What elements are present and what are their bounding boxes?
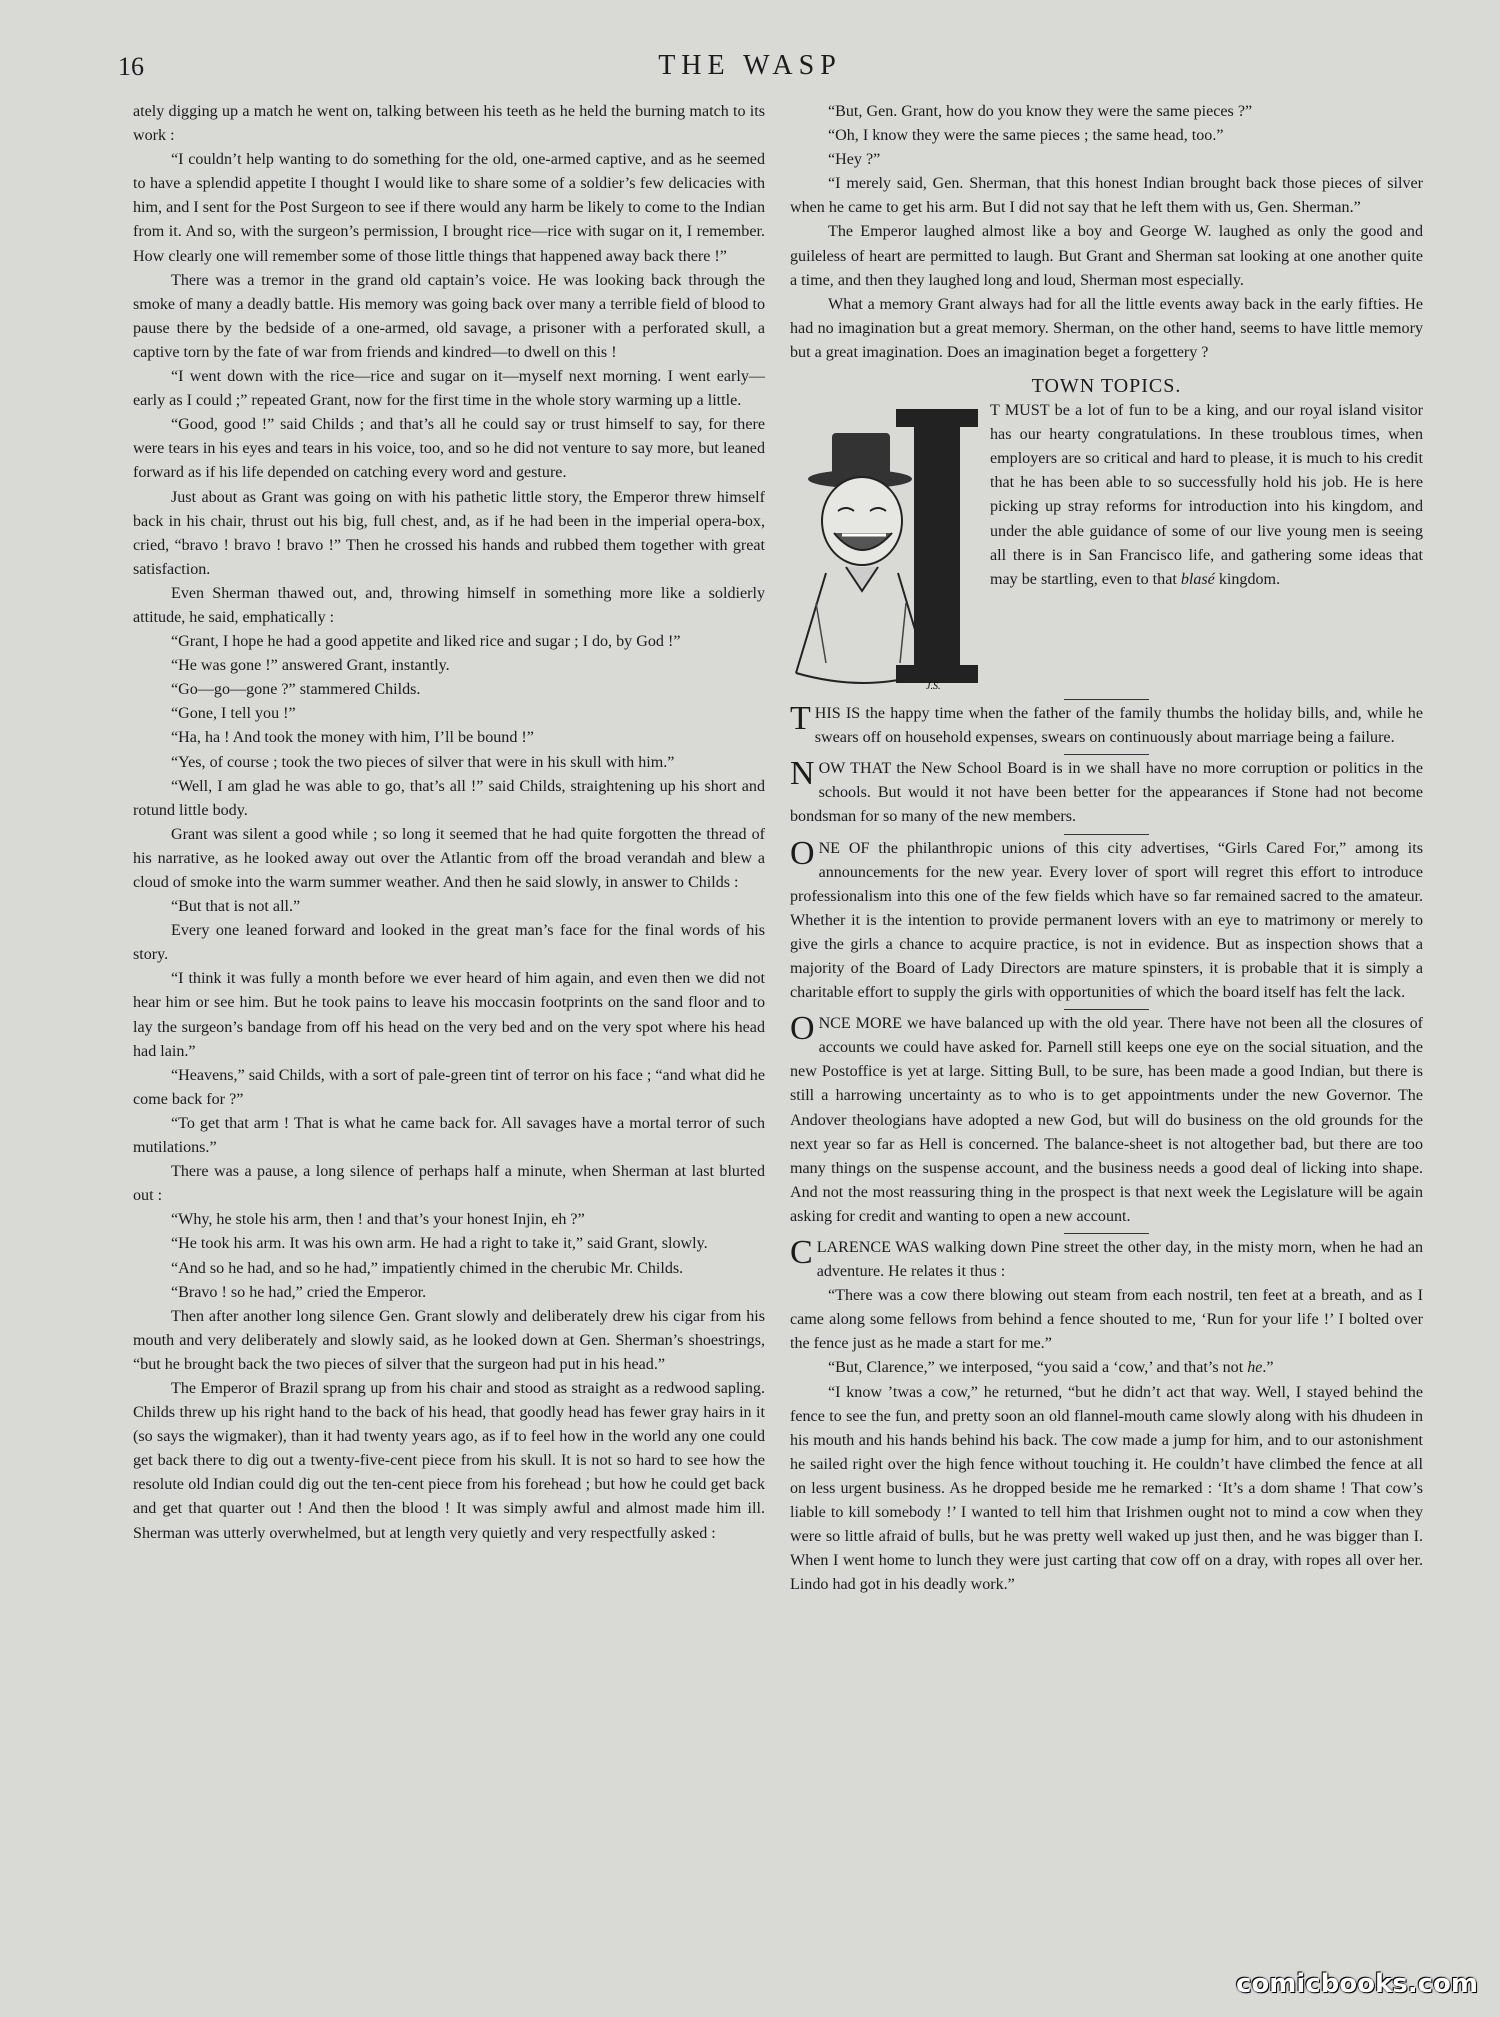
paragraph: “Go—go—gone ?” stammered Childs.	[171, 681, 421, 699]
paragraph: Every one leaned forward and looked in the great man’s face for the final words of his story.	[133, 922, 765, 964]
topic-item	[790, 754, 1423, 829]
paragraph: “Hey ?”	[828, 151, 881, 169]
topic-text: be a lot of fun to be a king, and our royal island visitor has our hearty congratulations. In these troublous times, when employers are so critical and hard to please, it is much to his credit that he has been able to so successfully hold his job. He is here picking up stray reforms for introduction into his kingdom, and under the able guidance of some of our live young men is seeing all there is in San Francisco life, and gathering some ideas that may be startling, even to that	[990, 402, 1424, 588]
paragraph: “But that is not all.”	[171, 898, 301, 916]
divider	[1064, 834, 1149, 835]
topic-text: walking down Pine street the other day, in the misty morn, when he had an adventure. He relates it thus :	[816, 1239, 1424, 1281]
paragraph: Grant was silent a good while ; so long it seemed that he had quite forgotten the thread of his narrative, as he looked away out over the Atlantic from off the broad verandah and blew a cloud of smoke into the warm summer weather. And then he said slowly, in answer to Childs :	[133, 825, 765, 891]
italic-word: blasé	[1180, 570, 1215, 588]
lead-words: NCE MORE	[818, 1015, 903, 1033]
paragraph: “Ha, ha ! And took the money with him, I’ll be bound !”	[171, 729, 534, 747]
topic-paragraph	[790, 834, 1423, 1006]
page-number: 16	[118, 52, 144, 81]
paragraph: “He was gone !” answered Grant, instantly.	[171, 657, 450, 675]
paragraph: Even Sherman thawed out, and, throwing himself in something more like a soldierly attitude, he said, emphatically :	[133, 584, 765, 626]
paragraph: “I think it was fully a month before we ever heard of him again, and even then we did not hear him or see him. But he took pains to leave his moccasin footprints on the sand floor and to lay the surgeon’s bandage from off his head on the very bed and on the very spot where his head had lain.”	[133, 970, 765, 1060]
caricature-illustration	[786, 403, 982, 695]
paragraph: “I went down with the rice—rice and sugar on it—myself next morning. I went early—early as I could ;” repeated Grant, now for the first time in the whole story warming up a little.	[133, 368, 765, 410]
drop-cap: O	[790, 834, 815, 872]
paragraph: “And so he had, and so he had,” impatiently chimed in the cherubic Mr. Childs.	[171, 1259, 684, 1277]
section-title-town-topics: TOWN TOPICS.	[1031, 375, 1182, 398]
paragraph: “But, Gen. Grant, how do you know they were the same pieces ?”	[828, 103, 1253, 120]
illustration-signature: J.S.	[926, 681, 941, 693]
paragraph: Then after another long silence Gen. Grant slowly and deliberately drew his cigar from his mouth and very deliberately and slowly said, as he looked down at Gen. Sherman’s shoestrings, “but he brought back the two pieces of silver that the surgeon had put in his head.”	[133, 1307, 765, 1373]
topic-item	[790, 699, 1423, 750]
topic-text: the New School Board is in we shall have no more corruption or politics in the schools. But would it not have been better for the appearances if Stone had not become bondsman for so many of the new members.	[790, 760, 1423, 826]
divider	[1064, 1233, 1149, 1234]
drop-cap: N	[790, 755, 815, 793]
topic-item	[790, 1009, 1423, 1229]
paragraph: “Good, good !” said Childs ; and that’s all he could say or trust himself to say, for there were tears in his eyes and tears in his voice, too, and so he did not venture to say more, but leaned forward as if his life depended on catching every word and gesture.	[133, 416, 765, 482]
paragraph: There was a pause, a long silence of perhaps half a minute, when Sherman at last blurted out :	[133, 1163, 765, 1205]
paragraph: “I couldn’t help wanting to do something for the old, one-armed captive, and as he seemed to have a splendid appetite I thought I would like to share some of a soldier’s few delicacies with him, and I sent for the Post Surgeon to see if there would any harm be likely to come to the Indian from it. And so, with the surgeon’s permission, I brought rice—rice with sugar on it, I remember. How clearly one will remember some of those little things that happened away back there !”	[133, 151, 765, 265]
paragraph: Just about as Grant was going on with his pathetic little story, the Emperor threw himself back in his chair, thrust out his big, full chest, and, as if he had been in the imperial opera-box, cried, “bravo ! bravo ! bravo !” Then he crossed his hands and rubbed them together with great satisfaction.	[133, 488, 765, 578]
paragraph	[790, 1381, 1423, 1598]
paragraph: “Why, he stole his arm, then ! and that’s your honest Injin, eh ?”	[171, 1211, 585, 1229]
paragraph: “I merely said, Gen. Sherman, that this honest Indian brought back those pieces of silver when he came to get his arm. But I did not say that he left them with us, Gen. Sherman.”	[790, 175, 1423, 217]
topic-text: the philanthropic unions of this city advertises, “Girls Cared For,” among its announcements for the new year. Every lover of sport will regret this effort to introduce professionalism into this one of the few fields which have so far remained sacred to the amateur. Whether it is the intention to provide permanent lovers with an eye to matrimony or merely to give the girls a chance to acquire practice, is not in evidence. But as inspection shows that a majority of the Board of Lady Directors are mature spinsters, it is probable that it is simply a charitable effort to supply the girls with opportunities of which the board itself has felt the lack.	[790, 839, 1423, 1002]
paragraph: “Heavens,” said Childs, with a sort of pale-green tint of terror on his face ; “and what did he come back for ?”	[133, 1066, 765, 1108]
paragraph: “He took his arm. It was his own arm. He had a right to take it,” said Grant, slowly.	[171, 1235, 708, 1253]
topic-paragraph	[790, 1236, 1423, 1284]
paragraph: “Gone, I tell you !”	[171, 705, 296, 723]
paragraph: “Oh, I know they were the same pieces ; the same head, too.”	[828, 127, 1224, 145]
paragraph: “To get that arm ! That is what he came back for. All savages have a mortal terror of such mutilations.”	[133, 1114, 765, 1157]
topic-text: we have balanced up with the old year. There have not been all the closures of accounts we could have asked for. Parnell still keeps one eye on the social situation, and the new Postoffice is yet at large. Sitting Bull, to be sure, has been made a good Indian, but there is still a harrowing uncertainty as to who is to get appointments under the new Governor. The Andover theologians have adopted a new God, but will do business on the old grounds for the next year so far as Hell is concerned. The balance-sheet is not altogether bad, but there are too many things on the suspense account, and the business needs a good deal of licking into shape. And not the most reassuring thing in the prospect is that next week the Legislature will be again asking for credit and wanting to open a new account.	[790, 1015, 1423, 1225]
lead-words: LARENCE WAS	[816, 1239, 930, 1256]
topic-item	[790, 834, 1423, 1006]
right-column-story	[790, 100, 1423, 365]
paragraph: “Bravo ! so he had,” cried the Emperor.	[171, 1283, 427, 1301]
watermark: comicbooks.com	[1235, 1969, 1478, 1999]
divider	[1064, 1009, 1149, 1010]
paragraph: The Emperor of Brazil sprang up from his chair and stood as straight as a redwood sapling. Childs threw up his right hand to the back of his head, that goodly head has fewer gray hairs in it (so says the wigmaker), than it had twenty years ago, as if to feel how in the world any one could get back there to dig out a twenty-five-cent piece from his skull. It is not so hard to see how the resolute old Indian could dig out the ten-cent piece from his forehead ; but how he could get back and get that quarter out ! And then the blood ! It was simply awful and almost made him ill. Sherman was utterly overwhelmed, but at length very quietly and very respectfully asked :	[133, 1379, 765, 1542]
masthead-title: THE WASP	[658, 50, 842, 81]
paragraph: The Emperor laughed almost like a boy and George W. laughed as only the good and guileless of heart are permitted to laugh. But Grant and Sherman sat looking at one another quite a time, and then they laughed long and loud, Sherman most especially.	[790, 223, 1423, 289]
topic-paragraph	[790, 702, 1423, 750]
topic-item	[790, 399, 1423, 695]
topic-text-tail: kingdom.	[1214, 570, 1281, 588]
right-column	[790, 100, 1423, 1597]
topic-text: the happy time when the father of the family thumbs the holiday bills, and, while he swears off on household expenses, swears on continuously about marriage being a failure.	[814, 705, 1423, 747]
drop-cap: O	[790, 1010, 815, 1048]
drop-cap: C	[790, 1234, 813, 1271]
left-column	[133, 100, 765, 1546]
divider	[1064, 699, 1149, 700]
paragraph: “Yes, of course ; took the two pieces of silver that were in his skull with him.”	[171, 753, 675, 771]
lead-words: OW THAT	[818, 760, 891, 778]
paragraph: There was a tremor in the grand old captain’s voice. He was looking back through the smoke of many a deadly battle. His memory was going back over many a terrible field of blood to pause there by the bedside of a one-armed, old savage, a prisoner with a perforated skull, a captive torn by the fate of war from friends and kindred—to dwell on this !	[133, 271, 765, 361]
paragraph-text: “I know ’twas a cow,” he returned, “but he didn’t act that way. Well, I stayed behind the fence to see the fun, and pretty soon an old flannel-mouth came slowly along with his dhudeen in his mouth and his hands behind his back. The cow made a jump for him, and to our astonishment he sailed right over the high fence without touching it. He couldn’t have climbed the fence at all on less urgent business. As he dropped beside me he remarked : ‘It’s a dom shame ! That cow’s liable to kill somebody !’ I wanted to tell him that Irishmen ought not to mind a cow when they were so little afraid of bulls, but he was pretty well waked up just then, and he was bigger than I. When I went home to lunch they were just carting that cow off on a dray, with ropes all over her. Lindo had got in his deadly work.”	[790, 1383, 1423, 1594]
paragraph: ately digging up a match he went on, talking between his teeth as he held the burning match to its work :	[133, 103, 765, 145]
town-topics-list	[790, 399, 1423, 1284]
divider	[1064, 754, 1149, 755]
topic-item	[790, 1233, 1423, 1284]
paragraph-text: “But, Clarence,” we interposed, “you said a ‘cow,’ and that’s not	[828, 1359, 1248, 1377]
clarence-story	[790, 1284, 1423, 1597]
paragraph: “Grant, I hope he had a good appetite and liked rice and sugar ; I do, by God !”	[171, 633, 681, 651]
paragraph	[790, 1356, 1423, 1380]
lead-words: HIS IS	[814, 705, 861, 723]
topic-paragraph	[790, 757, 1423, 829]
paragraph: What a memory Grant always had for all the little events away back in the early fifties. He had no imagination but a great memory. Sherman, on the other hand, seems to have little memory but a great imagination. Does an imagination beget a forgettery ?	[790, 295, 1423, 361]
paragraph-tail: .”	[1262, 1359, 1274, 1377]
drop-cap: T	[790, 700, 811, 738]
italic-word: he	[1247, 1359, 1263, 1377]
topic-paragraph	[790, 1012, 1423, 1229]
paragraph: “Well, I am glad he was able to go, that’s all !” said Childs, straightening up his short and rotund little body.	[133, 777, 765, 819]
paragraph	[790, 1284, 1423, 1356]
lead-words: NE OF	[818, 839, 870, 857]
lead-words: T MUST	[990, 402, 1050, 420]
paragraph-text: “There was a cow there blowing out steam from each nostril, ten feet at a breath, and as I came along some fellows from behind a fence shouted to me, ‘Run for your life !’ I bolted over the fence just as he made a start for me.”	[790, 1287, 1423, 1353]
